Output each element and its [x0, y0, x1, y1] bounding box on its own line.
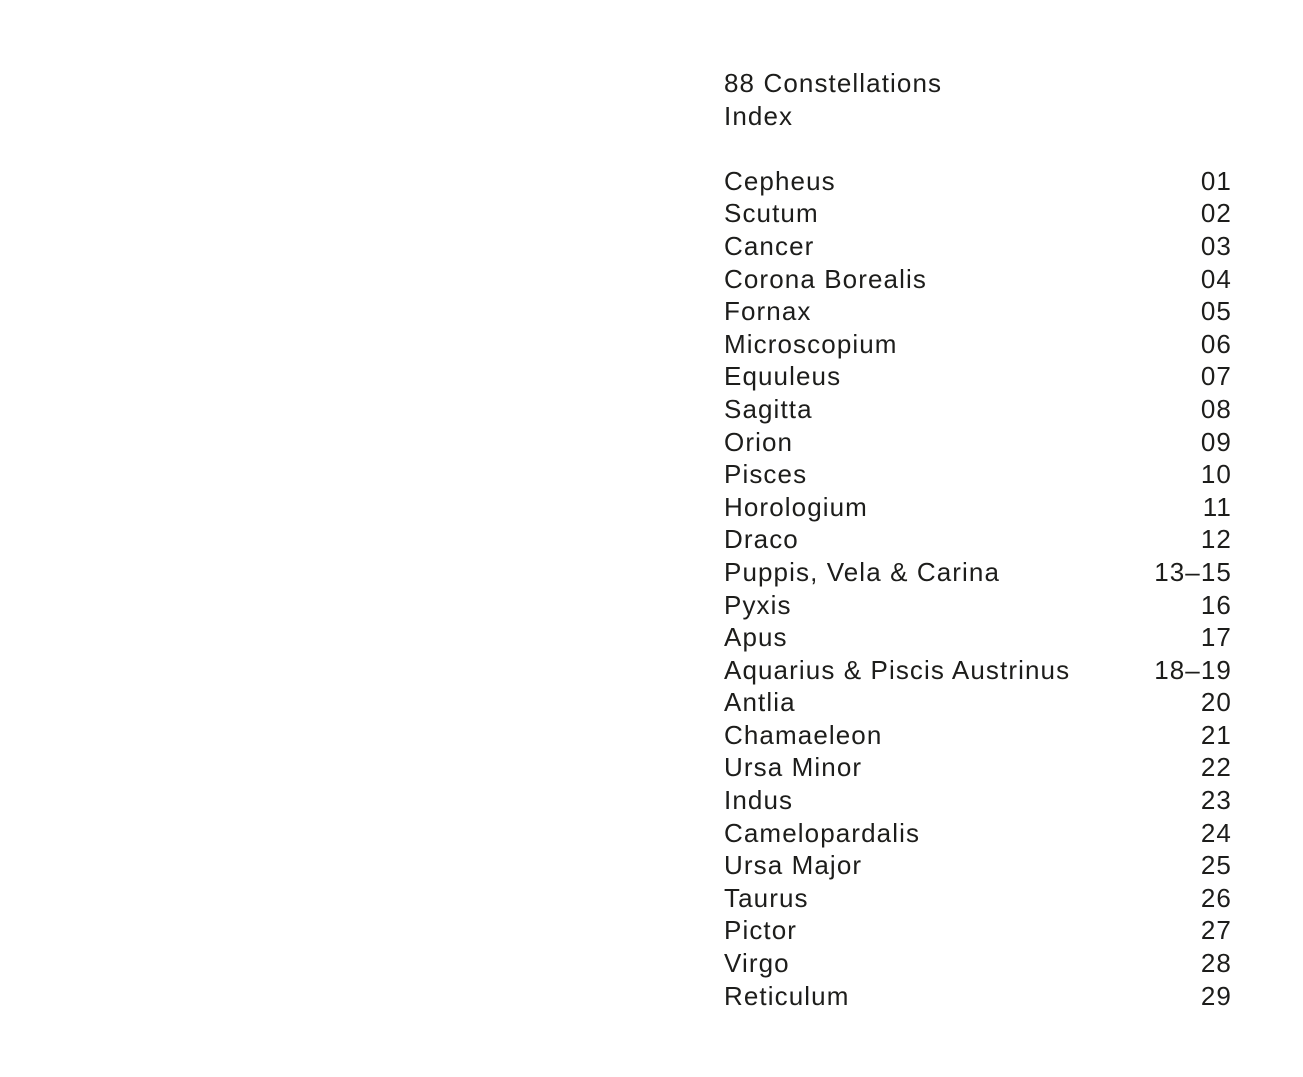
constellation-name: Pyxis: [724, 589, 792, 620]
index-entry: [724, 914, 1232, 947]
page-number: 05: [1200, 296, 1232, 327]
constellation-name: Fornax: [724, 296, 812, 327]
index-entry: [724, 719, 1232, 752]
constellation-name: Puppis, Vela & Carina: [724, 556, 1001, 587]
index-entry: [724, 751, 1232, 784]
constellation-name: Virgo: [724, 948, 790, 979]
page-number: 16: [1200, 589, 1232, 620]
index-entry: [724, 556, 1232, 589]
constellation-name: Camelopardalis: [724, 817, 921, 848]
constellation-name: Microscopium: [724, 328, 898, 359]
page-number: 04: [1200, 263, 1232, 294]
constellation-name: Aquarius & Piscis Austrinus: [724, 654, 1071, 685]
index-entry: [724, 817, 1232, 850]
index-entry: [724, 947, 1232, 980]
index-entry: [724, 686, 1232, 719]
index-entry: [724, 328, 1232, 361]
page-number: 26: [1200, 882, 1232, 913]
title-block: [724, 67, 1232, 132]
index-content: [724, 67, 1232, 1012]
page-number: 25: [1200, 850, 1232, 881]
page-number: 20: [1200, 687, 1232, 718]
constellation-name: Antlia: [724, 687, 796, 718]
constellation-name: Scutum: [724, 198, 819, 229]
index-entry: [724, 295, 1232, 328]
page-number: 10: [1200, 459, 1232, 490]
index-entry: [724, 165, 1232, 198]
index-entry: [724, 849, 1232, 882]
constellation-name: Chamaeleon: [724, 719, 883, 750]
constellation-name: Cancer: [724, 230, 815, 261]
index-entry: [724, 426, 1232, 459]
constellation-name: Taurus: [724, 882, 809, 913]
page-number: 07: [1200, 361, 1232, 392]
index-entry: [724, 393, 1232, 426]
index-entry: [724, 360, 1232, 393]
constellation-name: Indus: [724, 785, 794, 816]
constellation-name: Pisces: [724, 459, 808, 490]
page-title: 88 Constellations: [724, 68, 943, 98]
constellation-name: Ursa Minor: [724, 752, 863, 783]
page-number: 01: [1200, 165, 1232, 196]
page-number: 03: [1200, 230, 1232, 261]
page-number: 09: [1200, 426, 1232, 457]
constellation-name: Orion: [724, 426, 794, 457]
constellation-name: Horologium: [724, 491, 868, 522]
page-number: 11: [1202, 491, 1232, 522]
page-number: 18–19: [1154, 654, 1232, 685]
page-number: 24: [1200, 817, 1232, 848]
index-entry: [724, 882, 1232, 915]
constellation-name: Ursa Major: [724, 850, 863, 881]
index-entry: [724, 230, 1232, 263]
constellation-name: Pictor: [724, 915, 798, 946]
page-number: 22: [1200, 752, 1232, 783]
page-number: 13–15: [1154, 556, 1232, 587]
index-entry: [724, 980, 1232, 1013]
page-number: 27: [1200, 915, 1232, 946]
index-entry: [724, 263, 1232, 296]
page-number: 02: [1200, 198, 1232, 229]
constellation-name: Apus: [724, 622, 788, 653]
constellation-name: Cepheus: [724, 165, 836, 196]
constellation-name: Sagitta: [724, 393, 813, 424]
index-entry: [724, 523, 1232, 556]
index-entry: [724, 621, 1232, 654]
constellation-name: Reticulum: [724, 980, 850, 1011]
page-number: 17: [1200, 622, 1232, 653]
index-entry: [724, 197, 1232, 230]
index-entry: [724, 784, 1232, 817]
index-entry: [724, 589, 1232, 622]
index-list: [724, 165, 1232, 1012]
page-subtitle: Index: [724, 100, 794, 131]
index-entry: [724, 491, 1232, 524]
constellation-name: Equuleus: [724, 361, 842, 392]
index-entry: [724, 458, 1232, 491]
page-number: 08: [1200, 393, 1232, 424]
page-number: 21: [1200, 719, 1232, 750]
index-entry: [724, 654, 1232, 687]
page-number: 28: [1200, 948, 1232, 979]
page-number: 23: [1200, 785, 1232, 816]
page-number: 06: [1200, 328, 1232, 359]
constellation-name: Draco: [724, 524, 799, 555]
page-number: 29: [1200, 980, 1232, 1011]
page-number: 12: [1200, 524, 1232, 555]
constellation-name: Corona Borealis: [724, 263, 927, 294]
